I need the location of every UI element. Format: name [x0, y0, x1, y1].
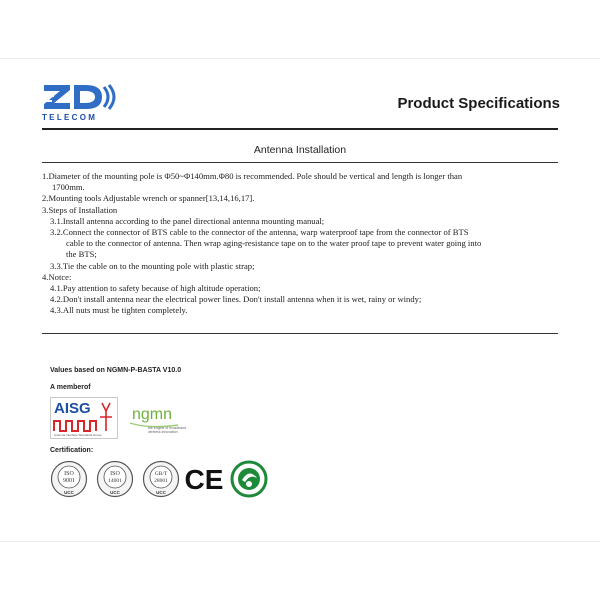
standard-reference: Values based on NGMN-P-BASTA V10.0 — [50, 367, 182, 374]
list-item: 2.Mounting tools Adjustable wrench or spanner[13,14,16,17]. — [42, 193, 255, 204]
header-divider — [42, 128, 558, 130]
svg-text:14001: 14001 — [108, 478, 122, 484]
section-title: Antenna Installation — [253, 144, 347, 156]
gbt-28001-seal — [142, 460, 180, 498]
svg-text:GB/T: GB/T — [154, 471, 168, 477]
svg-text:9001: 9001 — [63, 478, 75, 484]
section-divider-bottom — [42, 333, 558, 334]
aisg-logo-subtitle: Antenna Interface Standards Group — [54, 433, 102, 437]
list-item: 4.3.All nuts must be tighten completely. — [50, 305, 188, 316]
svg-text:28001: 28001 — [154, 478, 168, 484]
section-divider-top — [42, 162, 558, 163]
zd-telecom-logo — [42, 83, 132, 129]
svg-text:ISO: ISO — [64, 471, 74, 477]
svg-text:UCC: UCC — [156, 490, 166, 495]
list-item: 3.3.Tie the cable on to the mounting pole with plastic strap; — [50, 260, 255, 271]
iso-14001-seal — [96, 460, 134, 498]
list-item: 3.Steps of Installation — [42, 204, 118, 215]
svg-text:UCC: UCC — [110, 490, 120, 495]
page-title: Product Specifications — [397, 95, 560, 112]
document-page — [0, 58, 600, 542]
list-item: 3.2.Connect the connector of BTS cable to the connector of the antenna, warp waterproof tape from the connector of BTS — [50, 227, 469, 238]
brand-name: TELECOM — [42, 113, 98, 122]
svg-text:ISO: ISO — [110, 471, 120, 477]
list-item: 4.2.Don't install antenna near the electrical power lines. Don't install antenna when it is wet, rainy or windy; — [50, 294, 422, 305]
aisg-logo — [50, 397, 118, 439]
list-item-continuation: 1700mm. — [52, 182, 85, 193]
ngmn-tagline: the engine of broadband — [148, 426, 186, 430]
membership-label: A memberof — [50, 384, 91, 391]
aisg-logo-text: AISG — [54, 400, 91, 417]
ngmn-logo — [128, 399, 200, 439]
svg-text:UCC: UCC — [64, 490, 74, 495]
list-item: 4.1.Pay attention to safety because of high altitude operation; — [50, 283, 261, 294]
ce-mark — [184, 461, 224, 497]
certification-label: Certification: — [50, 447, 94, 454]
ngmn-tagline: wireless innovation — [148, 430, 178, 434]
list-item: 4.Notce: — [42, 271, 72, 282]
list-item: 3.1.Install antenna according to the panel directional antenna mounting manual; — [50, 215, 325, 226]
list-item-continuation: the BTS; — [66, 249, 97, 260]
iso-9001-seal — [50, 460, 88, 498]
svg-text:CE: CE — [184, 464, 224, 495]
list-item: 1.Diameter of the mounting pole is Φ50~Φ140mm.Φ80 is recommended. Pole should be vertical and length is longer than — [42, 171, 463, 181]
ngmn-logo-text: ngmn — [132, 406, 173, 423]
environmental-label-icon — [230, 460, 268, 498]
list-item-continuation: cable to the connector of antenna. Then wrap aging-resistance tape on to the water proof tape to prevent water going into — [66, 238, 482, 249]
instructions-body — [42, 171, 558, 317]
